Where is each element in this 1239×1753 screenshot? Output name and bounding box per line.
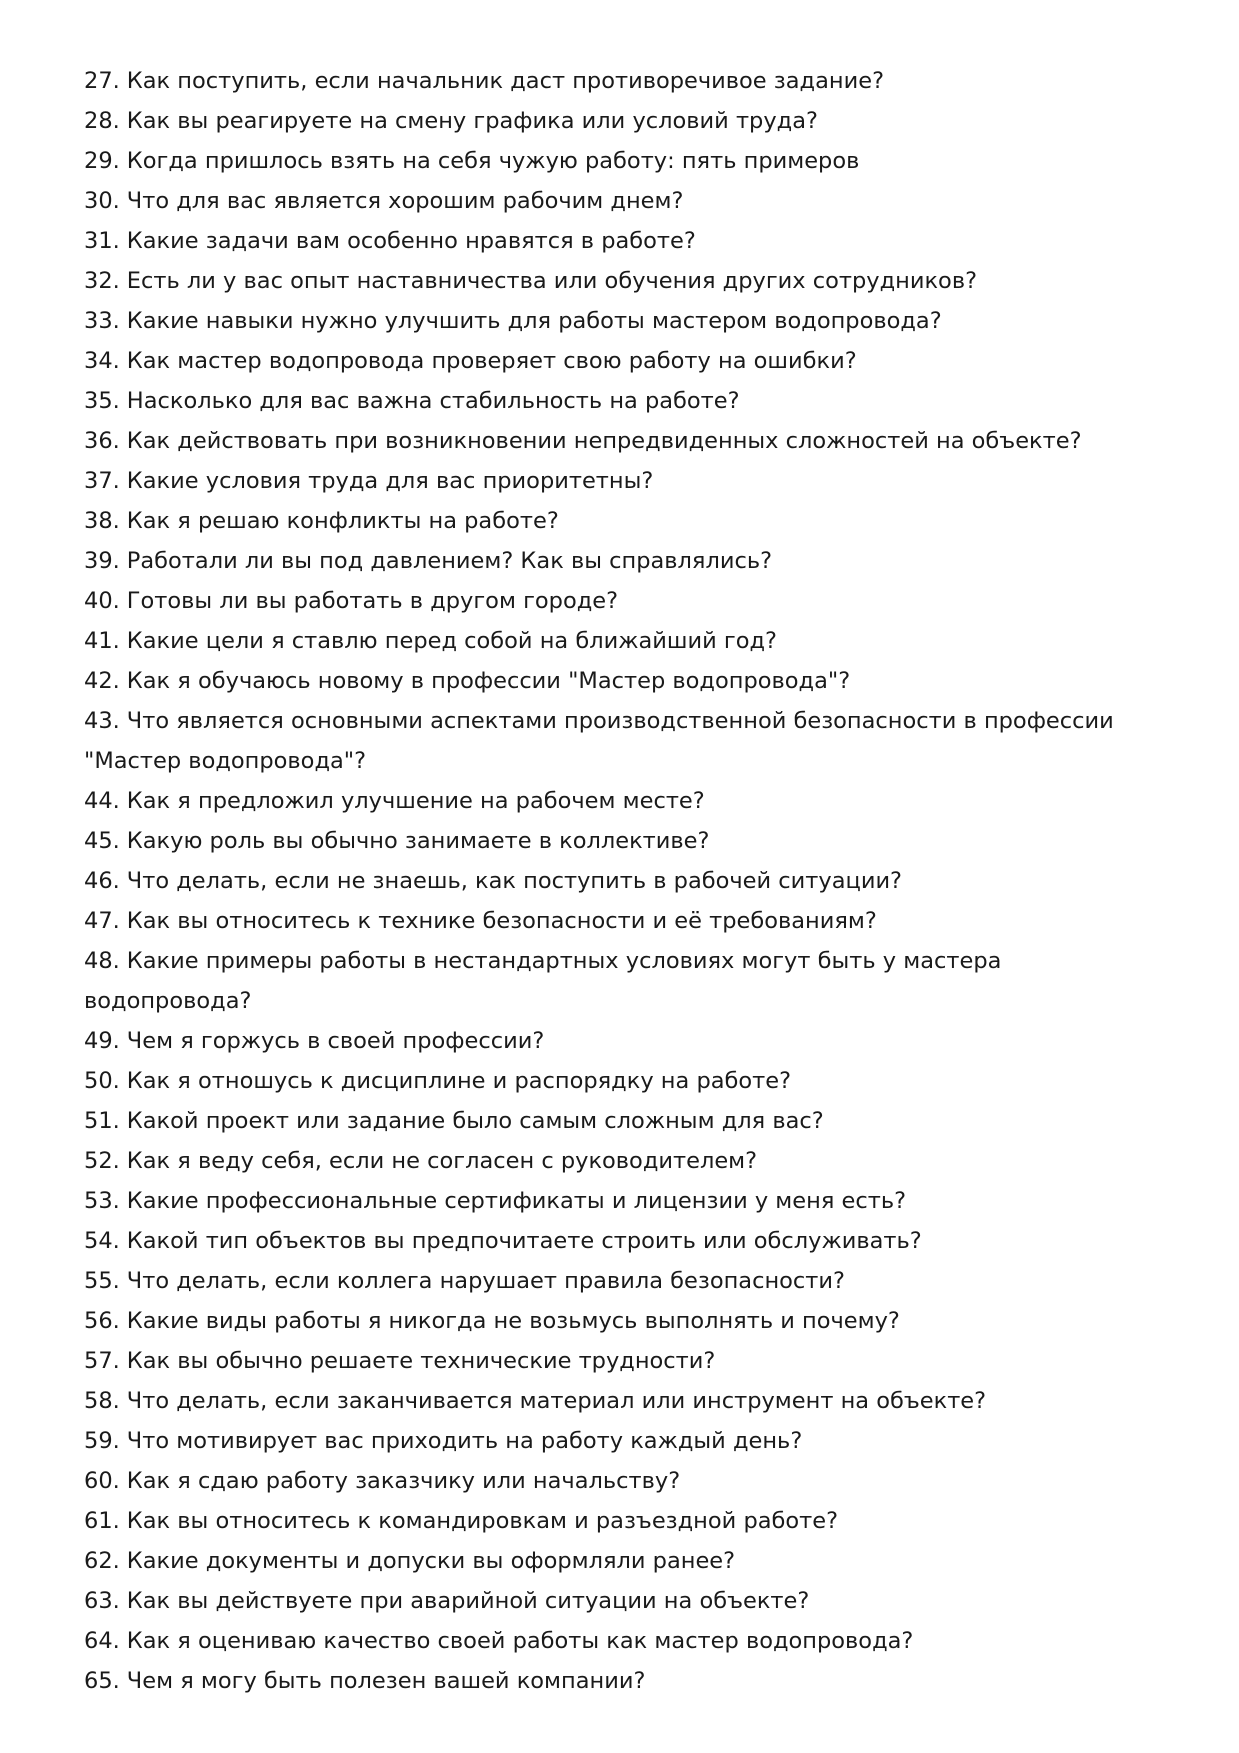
question-item	[84, 1381, 1164, 1421]
question-item	[84, 1141, 1164, 1181]
question-text: Какие примеры работы в нестандартных условиях могут быть у мастера водопровода?	[84, 948, 1002, 1014]
question-number: 61.	[84, 1508, 120, 1534]
question-item	[84, 341, 1164, 381]
question-item	[84, 1501, 1164, 1541]
question-text: Что делать, если заканчивается материал или инструмент на объекте?	[126, 1388, 987, 1414]
question-number: 46.	[84, 868, 120, 894]
question-number: 60.	[84, 1468, 120, 1494]
question-number: 45.	[84, 828, 120, 854]
question-item	[84, 541, 1164, 581]
question-item	[84, 701, 1164, 781]
question-item	[84, 941, 1164, 1021]
question-item	[84, 221, 1164, 261]
question-number: 64.	[84, 1628, 120, 1654]
question-text: Какие виды работы я никогда не возьмусь выполнять и почему?	[126, 1308, 900, 1334]
question-item	[84, 1421, 1164, 1461]
question-item	[84, 661, 1164, 701]
question-text: Какой проект или задание было самым сложным для вас?	[126, 1108, 824, 1134]
question-number: 34.	[84, 348, 120, 374]
question-item	[84, 101, 1164, 141]
question-item	[84, 581, 1164, 621]
question-text: Как я предложил улучшение на рабочем месте?	[126, 788, 705, 814]
question-number: 52.	[84, 1148, 120, 1174]
question-item	[84, 61, 1164, 101]
question-text: Как я обучаюсь новому в профессии "Мастер водопровода"?	[126, 668, 851, 694]
question-text: Какие профессиональные сертификаты и лицензии у меня есть?	[126, 1188, 907, 1214]
question-number: 58.	[84, 1388, 120, 1414]
question-item	[84, 901, 1164, 941]
question-number: 35.	[84, 388, 120, 414]
question-number: 37.	[84, 468, 120, 494]
question-number: 47.	[84, 908, 120, 934]
question-number: 65.	[84, 1668, 120, 1694]
question-number: 39.	[84, 548, 120, 574]
question-item	[84, 1101, 1164, 1141]
question-text: Как я веду себя, если не согласен с руководителем?	[126, 1148, 758, 1174]
question-text: Что мотивирует вас приходить на работу каждый день?	[126, 1428, 803, 1454]
question-item	[84, 1541, 1164, 1581]
question-item	[84, 821, 1164, 861]
question-item	[84, 1581, 1164, 1621]
question-number: 48.	[84, 948, 120, 974]
question-item	[84, 381, 1164, 421]
question-number: 30.	[84, 188, 120, 214]
question-item	[84, 1301, 1164, 1341]
question-text: Какие навыки нужно улучшить для работы мастером водопровода?	[126, 308, 942, 334]
question-text: Какой тип объектов вы предпочитаете строить или обслуживать?	[126, 1228, 922, 1254]
question-text: Что делать, если не знаешь, как поступить в рабочей ситуации?	[126, 868, 903, 894]
question-text: Как вы действуете при аварийной ситуации на объекте?	[126, 1588, 810, 1614]
question-number: 62.	[84, 1548, 120, 1574]
question-text: Чем я могу быть полезен вашей компании?	[126, 1668, 646, 1694]
question-text: Что для вас является хорошим рабочим днем?	[126, 188, 684, 214]
question-text: Какие документы и допуски вы оформляли ранее?	[126, 1548, 736, 1574]
question-text: Готовы ли вы работать в другом городе?	[126, 588, 619, 614]
question-item	[84, 1661, 1164, 1701]
question-item	[84, 1461, 1164, 1501]
question-text: Как я сдаю работу заказчику или начальству?	[126, 1468, 681, 1494]
question-item	[84, 1181, 1164, 1221]
question-text: Как мастер водопровода проверяет свою работу на ошибки?	[126, 348, 857, 374]
question-number: 28.	[84, 108, 120, 134]
question-item	[84, 261, 1164, 301]
question-text: Когда пришлось взять на себя чужую работу: пять примеров	[126, 148, 860, 174]
question-number: 51.	[84, 1108, 120, 1134]
question-text: Как действовать при возникновении непредвиденных сложностей на объекте?	[126, 428, 1082, 454]
question-item	[84, 1621, 1164, 1661]
question-number: 33.	[84, 308, 120, 334]
question-number: 43.	[84, 708, 120, 734]
question-number: 27.	[84, 68, 120, 94]
question-number: 32.	[84, 268, 120, 294]
question-number: 49.	[84, 1028, 120, 1054]
question-number: 38.	[84, 508, 120, 534]
question-number: 36.	[84, 428, 120, 454]
question-item	[84, 1261, 1164, 1301]
question-item	[84, 421, 1164, 461]
question-number: 41.	[84, 628, 120, 654]
question-text: Как поступить, если начальник даст противоречивое задание?	[126, 68, 885, 94]
question-number: 44.	[84, 788, 120, 814]
question-text: Как вы обычно решаете технические трудности?	[126, 1348, 716, 1374]
question-text: Какие условия труда для вас приоритетны?	[126, 468, 654, 494]
question-item	[84, 861, 1164, 901]
question-text: Как вы реагируете на смену графика или условий труда?	[126, 108, 818, 134]
question-number: 31.	[84, 228, 120, 254]
question-text: Какую роль вы обычно занимаете в коллективе?	[126, 828, 710, 854]
question-item	[84, 1341, 1164, 1381]
question-text: Что является основными аспектами производственной безопасности в профессии "Мастер водопровода"?	[84, 708, 1114, 774]
question-item	[84, 501, 1164, 541]
question-item	[84, 181, 1164, 221]
question-number: 53.	[84, 1188, 120, 1214]
question-text: Как вы относитесь к технике безопасности и её требованиям?	[126, 908, 877, 934]
question-text: Какие цели я ставлю перед собой на ближайший год?	[126, 628, 777, 654]
question-number: 55.	[84, 1268, 120, 1294]
question-text: Как я решаю конфликты на работе?	[126, 508, 559, 534]
question-text: Какие задачи вам особенно нравятся в работе?	[126, 228, 696, 254]
question-number: 29.	[84, 148, 120, 174]
question-text: Чем я горжусь в своей профессии?	[126, 1028, 545, 1054]
question-text: Как я оцениваю качество своей работы как мастер водопровода?	[126, 1628, 914, 1654]
question-item	[84, 1021, 1164, 1061]
question-number: 54.	[84, 1228, 120, 1254]
question-item	[84, 301, 1164, 341]
question-item	[84, 621, 1164, 661]
question-number: 40.	[84, 588, 120, 614]
question-number: 57.	[84, 1348, 120, 1374]
question-number: 50.	[84, 1068, 120, 1094]
question-text: Есть ли у вас опыт наставничества или обучения других сотрудников?	[126, 268, 978, 294]
question-text: Как вы относитесь к командировкам и разъездной работе?	[126, 1508, 839, 1534]
question-text: Как я отношусь к дисциплине и распорядку на работе?	[126, 1068, 792, 1094]
question-item	[84, 1061, 1164, 1101]
question-list	[84, 61, 1164, 1701]
question-number: 59.	[84, 1428, 120, 1454]
question-text: Насколько для вас важна стабильность на работе?	[126, 388, 740, 414]
question-text: Работали ли вы под давлением? Как вы справлялись?	[126, 548, 773, 574]
question-item	[84, 781, 1164, 821]
question-item	[84, 461, 1164, 501]
question-number: 42.	[84, 668, 120, 694]
question-item	[84, 141, 1164, 181]
question-number: 63.	[84, 1588, 120, 1614]
question-item	[84, 1221, 1164, 1261]
question-text: Что делать, если коллега нарушает правила безопасности?	[126, 1268, 845, 1294]
question-number: 56.	[84, 1308, 120, 1334]
